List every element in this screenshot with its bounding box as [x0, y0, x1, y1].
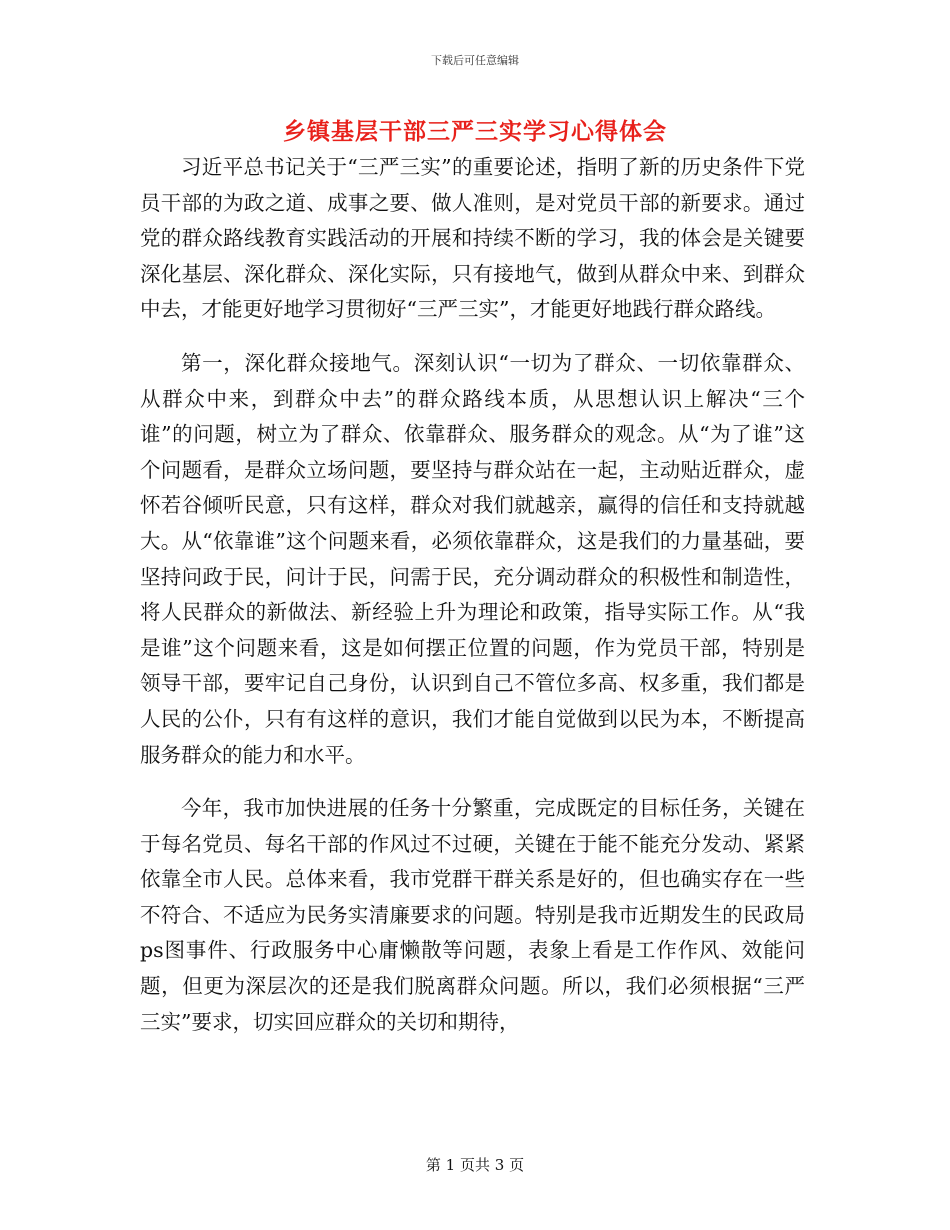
header-note: 下载后可任意编辑 [431, 54, 519, 67]
paragraph-3: 今年，我市加快进展的任务十分繁重，完成既定的目标任务，关键在于每名党员、每名干部的作风过不过硬，关键在于能不能充分发动、紧紧依靠全市人民。总体来看，我市党群干群关系是好的，但也确实存在一些不符合、不适应为民务实清廉要求的问题。特别是我市近期发生的民政局ps图事件、行政服务中心庸懒散等问题，表象上看是工作作风、效能问题，但更为深层次的还是我们脱离群众问题。所以，我们必须根据“三严三实”要求，切实回应群众的关切和期待， [140, 796, 805, 1034]
document-title: 乡镇基层干部三严三实学习心得体会 [283, 118, 667, 145]
document-body [140, 150, 805, 1058]
page-number: 第 1 页共 3 页 [425, 1156, 525, 1174]
paragraph-1: 习近平总书记关于“三严三实”的重要论述，指明了新的历史条件下党员干部的为政之道、成事之要、做人准则，是对党员干部的新要求。通过党的群众路线教育实践活动的开展和持续不断的学习，我的体会是关键要深化基层、深化群众、深化实际，只有接地气，做到从群众中来、到群众中去，才能更好地学习贯彻好“三严三实”，才能更好地践行群众路线。 [140, 155, 805, 322]
paragraph-2: 第一，深化群众接地气。深刻认识“一切为了群众、一切依靠群众、从群众中来，到群众中去”的群众路线本质，从思想认识上解决“三个谁”的问题，树立为了群众、依靠群众、服务群众的观念。从“为了谁”这个问题看，是群众立场问题，要坚持与群众站在一起，主动贴近群众，虚怀若谷倾听民意，只有这样，群众对我们就越亲，赢得的信任和支持就越大。从“依靠谁”这个问题来看，必须依靠群众，这是我们的力量基础，要坚持问政于民，问计于民，问需于民，充分调动群众的积极性和制造性，将人民群众的新做法、新经验上升为理论和政策，指导实际工作。从“我是谁”这个问题来看，这是如何摆正位置的问题，作为党员干部，特别是领导干部，要牢记自己身份，认识到自己不管位多高、权多重，我们都是人民的公仆，只有有这样的意识，我们才能自觉做到以民为本，不断提高服务群众的能力和水平。 [140, 350, 805, 767]
